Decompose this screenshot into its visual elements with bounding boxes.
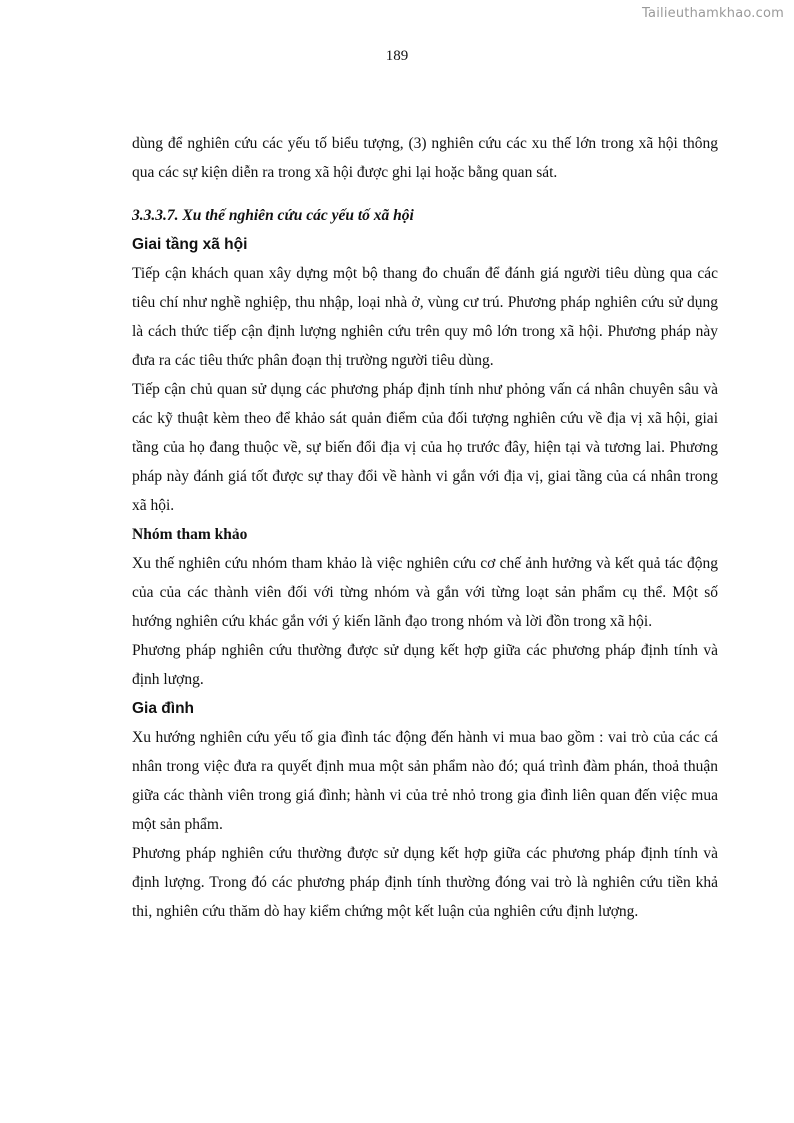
paragraph: Tiếp cận chủ quan sử dụng các phương pháp định tính như phỏng vấn cá nhân chuyên sâu và các kỹ thuật kèm theo để khảo sát quản điểm của đối tượng nghiên cứu về địa vị xã hội, giai tầng của họ đang thuộc về, sự biến đổi địa vị của họ trước đây, hiện tại và tương lai. Phương pháp này đánh giá tốt được sự thay đổi về hành vi gắn với địa vị, giai tầng của cá nhân trong xã hội. <box>132 381 718 514</box>
paragraph: Xu thế nghiên cứu nhóm tham khảo là việc nghiên cứu cơ chế ảnh hưởng và kết quả tác động của của các thành viên đối với từng nhóm và gắn với từng loạt sản phẩm cụ thể. Một số hướng nghiên cứu khác gắn với ý kiến lãnh đạo trong nhóm và lời đồn trong xã hội. <box>132 555 718 630</box>
watermark: Tailieuthamkhao.com <box>642 6 784 21</box>
sub-heading-giai-tang: Giai tầng xã hội <box>132 236 248 253</box>
paragraph: Phương pháp nghiên cứu thường được sử dụng kết hợp giữa các phương pháp định tính và định lượng. <box>132 642 718 688</box>
section-title: 3.3.3.7. Xu thế nghiên cứu các yếu tố xã hội <box>132 207 414 224</box>
page-number: 189 <box>385 48 409 64</box>
document-body <box>132 129 718 926</box>
sub-heading-nhom-tham-khao: Nhóm tham khảo <box>132 526 248 543</box>
paragraph: dùng để nghiên cứu các yếu tố biểu tượng, (3) nghiên cứu các xu thế lớn trong xã hội thông qua các sự kiện diễn ra trong xã hội được ghi lại hoặc bằng quan sát. <box>132 135 718 181</box>
paragraph: Xu hướng nghiên cứu yếu tố gia đình tác động đến hành vi mua bao gồm : vai trò của các cá nhân trong việc đưa ra quyết định mua một sản phẩm nào đó; quá trình đàm phán, thoả thuận giữa các thành viên trong giá đình; hành vi của trẻ nhỏ trong gia đình liên quan đến việc mua một sản phẩm. <box>132 729 718 833</box>
paragraph: Tiếp cận khách quan xây dựng một bộ thang đo chuẩn để đánh giá người tiêu dùng qua các tiêu chí như nghề nghiệp, thu nhập, loại nhà ở, vùng cư trú. Phương pháp nghiên cứu sử dụng là cách thức tiếp cận định lượng nghiên cứu trên quy mô lớn trong xã hội. Phương pháp này đưa ra các tiêu thức phân đoạn thị trường người tiêu dùng. <box>132 265 718 369</box>
paragraph: Phương pháp nghiên cứu thường được sử dụng kết hợp giữa các phương pháp định tính và định lượng. Trong đó các phương pháp định tính thường đóng vai trò là nghiên cứu tiền khả thi, nghiên cứu thăm dò hay kiểm chứng một kết luận của nghiên cứu định lượng. <box>132 845 718 920</box>
sub-heading-gia-dinh: Gia đình <box>132 700 194 717</box>
